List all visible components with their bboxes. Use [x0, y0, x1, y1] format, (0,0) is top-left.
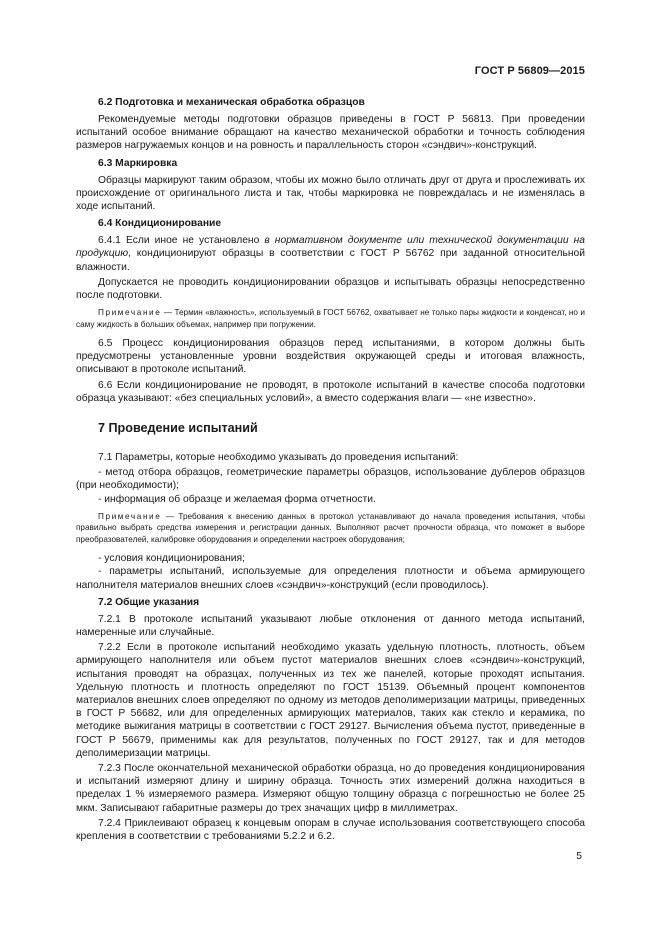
list-item-sampling: - метод отбора образцов, геометрические параметры образцов, использование дублеров образцов (при необходимости); — [76, 467, 585, 492]
paragraph-6-5: 6.5 Процесс кондиционирования образцов перед испытаниями, в котором должны быть предусмотрены установленные уровни воздействия окружающей среды и итоговая влажность, описывают в протоколе испытаний. — [76, 338, 585, 376]
paragraph-7-2-2: 7.2.2 Если в протоколе испытаний необходимо указать удельную плотность, плотность, объем армирующего наполнителя или объем пустот материалов внешних слоев «сэндвич»-конструкций, испытания проводят на образцах, полученных из тех же панелей, которые проходят испытания. Удельную плотность и плотность определяют по ГОСТ 15139. Объемный процент компонентов материалов внешних слоев определяют по одному из методов деполимеризации матрицы, приведенных в ГОСТ Р 56682, или для определенных армирующих материалов, таких как стекло и керамика, по методике выжигания матрицы в соответствии с ГОСТ 29127. Вычисления объема пустот, приведенные в ГОСТ Р 56679, применимы как для результатов, полученных по ГОСТ 29127, так и для методов деполимеризации матрицы. — [76, 642, 585, 759]
note-humidity: Примечание — Термин «влажность», используемый в ГОСТ 56762, охватывает не только пары жидкости и конденсат, но и саму жидкость в больших объемах, например при погружении. — [76, 308, 585, 329]
paragraph-6-4-1: 6.4.1 Если иное не установлено в нормативном документе или технической документации на продукцию, кондиционируют образцы в соответствии с ГОСТ Р 56762 при заданной относительной влажности. — [76, 235, 585, 273]
page-number: 5 — [576, 851, 582, 862]
paragraph-7-2-1: 7.2.1 В протоколе испытаний указывают любые отклонения от данного метода испытаний, намеренные или случайные. — [76, 613, 585, 638]
paragraph-6-2: Рекомендуемые методы подготовки образцов приведены в ГОСТ Р 56813. При проведении испытаний особое внимание обращают на качество механической обработки и точность соблюдения размеров нагружаемых концов и на ровность и параллельность сторон «сэндвич»-конструкций. — [76, 114, 585, 152]
paragraph-7-1: 7.1 Параметры, которые необходимо указывать до проведения испытаний: — [98, 452, 459, 464]
paragraph-7-2-3: 7.2.3 После окончательной механической обработки образца, но до проведения кондиционирования и испытаний измеряют длину и ширину образца. Точность этих измерений должна находиться в пределах 1 % измеряемого размера. Измеряют общую толщину образца с погрешностью не более 25 мкм. Записывают габаритные размеры до трех значащих цифр в миллиметрах. — [76, 762, 585, 814]
heading-6-4: 6.4 Кондиционирование — [98, 218, 222, 230]
document-header-id: ГОСТ Р 56809—2015 — [474, 65, 585, 77]
paragraph-7-2-4: 7.2.4 Приклеивают образец к концевым опорам в случае использования соответствующего способа крепления в соответствии с требованиями 5.2.2 и 6.2. — [76, 817, 585, 842]
list-item-conditioning: - условия кондиционирования; — [98, 553, 245, 565]
list-item-parameters: - параметры испытаний, используемые для определения плотности и объема армирующего наполнителя материалов внешних слоев «сэндвич»-конструкций (если проводилось). — [76, 566, 585, 591]
note-report-requirements: Примечание — Требования к внесению данных в протокол устанавливают до начала проведения испытания, чтобы правильно выбрать средства измерения и регистрации данных. Выполняют расчет прочности образца, что поможет в выборе преобразователей, калибровке оборудования и определении настроек оборудования; — [76, 511, 585, 544]
paragraph-6-6: 6.6 Если кондиционирование не проводят, в протоколе испытаний в качестве способа подготовки образца указывают: «без специальных условий», а вместо содержания влаги — «не известно». — [76, 379, 585, 404]
paragraph-6-4-permission: Допускается не проводить кондиционировании образцов и испытывать образцы непосредственно после подготовки. — [76, 276, 585, 302]
heading-6-3: 6.3 Маркировка — [98, 157, 178, 169]
heading-7-2: 7.2 Общие указания — [98, 596, 200, 608]
paragraph-6-3: Образцы маркируют таким образом, чтобы их можно было отличать друг от друга и прослеживать их происхождение от оригинального листа и так, чтобы маркировка не повреждалась и не изменялась в ходе испытаний. — [76, 174, 585, 213]
heading-6-2: 6.2 Подготовка и механическая обработка образцов — [98, 97, 365, 108]
document-body — [76, 92, 585, 845]
list-item-reporting: - информация об образце и желаемая форма отчетности. — [98, 493, 376, 505]
heading-section-7: 7 Проведение испытаний — [98, 421, 258, 436]
